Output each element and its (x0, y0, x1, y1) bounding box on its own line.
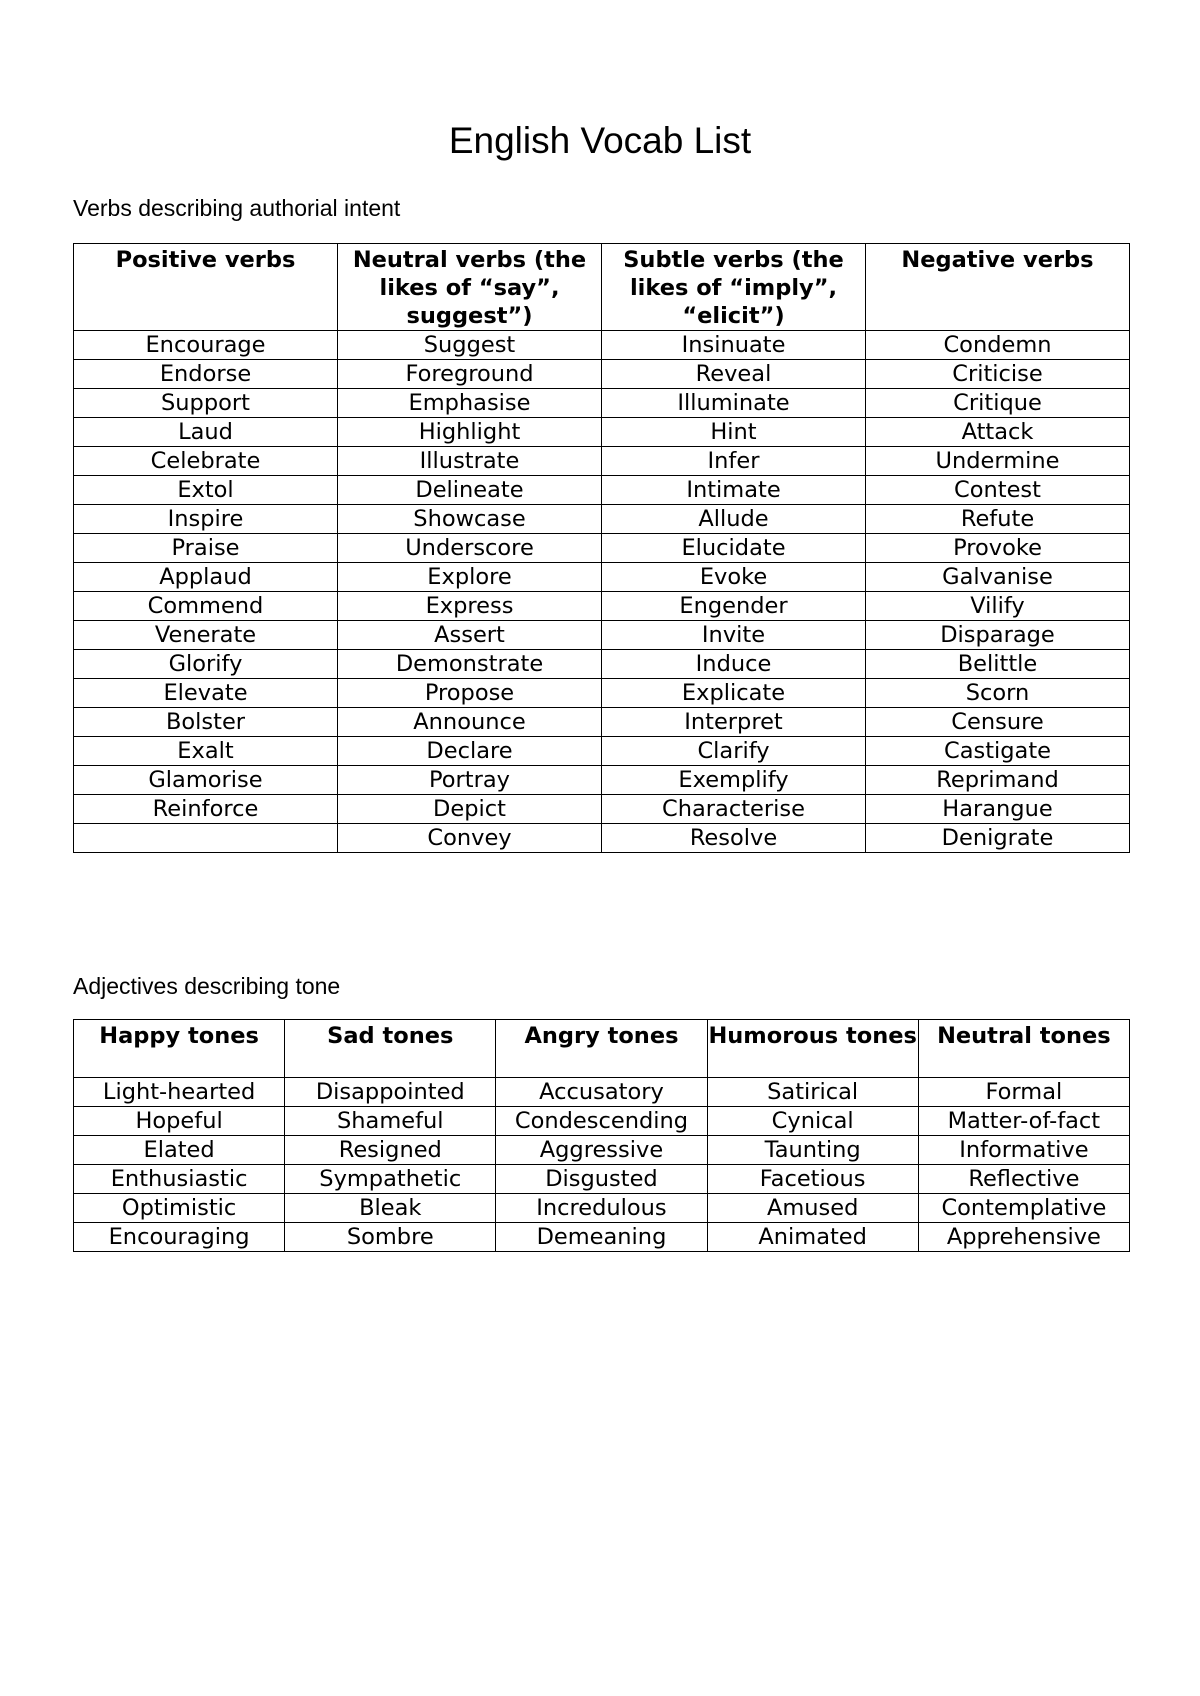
column-header: Sad tones (285, 1020, 496, 1078)
table-cell: Light-hearted (74, 1078, 285, 1107)
table-cell: Assert (338, 621, 602, 650)
table-cell: Glorify (74, 650, 338, 679)
table-cell: Elucidate (602, 534, 866, 563)
table-row (74, 679, 1130, 708)
table-cell: Convey (338, 824, 602, 853)
table-cell: Satirical (707, 1078, 918, 1107)
table-cell: Condescending (496, 1107, 707, 1136)
table-cell: Undermine (866, 447, 1130, 476)
table-cell: Hint (602, 418, 866, 447)
table-cell: Accusatory (496, 1078, 707, 1107)
table-cell: Censure (866, 708, 1130, 737)
table-row (74, 1136, 1130, 1165)
column-header: Negative verbs (866, 244, 1130, 331)
table-cell: Delineate (338, 476, 602, 505)
column-header: Neutral verbs (the likes of “say”, suggest”) (338, 244, 602, 331)
table-cell: Condemn (866, 331, 1130, 360)
table-cell: Underscore (338, 534, 602, 563)
table-cell: Exalt (74, 737, 338, 766)
table-cell: Hopeful (74, 1107, 285, 1136)
table-cell: Evoke (602, 563, 866, 592)
table-cell: Emphasise (338, 389, 602, 418)
table-cell: Taunting (707, 1136, 918, 1165)
table-cell: Formal (918, 1078, 1129, 1107)
table-row (74, 331, 1130, 360)
table-cell: Contest (866, 476, 1130, 505)
table-cell: Sombre (285, 1223, 496, 1252)
table-row (74, 1078, 1130, 1107)
table-row (74, 795, 1130, 824)
table-cell: Suggest (338, 331, 602, 360)
table-cell: Aggressive (496, 1136, 707, 1165)
table-cell: Showcase (338, 505, 602, 534)
column-header: Positive verbs (74, 244, 338, 331)
table-cell: Elevate (74, 679, 338, 708)
table-cell: Criticise (866, 360, 1130, 389)
table-cell: Bolster (74, 708, 338, 737)
table-cell: Support (74, 389, 338, 418)
table-cell: Encouraging (74, 1223, 285, 1252)
table-row (74, 592, 1130, 621)
table-row (74, 360, 1130, 389)
table-cell: Explicate (602, 679, 866, 708)
table-row (74, 621, 1130, 650)
table-cell: Inspire (74, 505, 338, 534)
table-cell: Glamorise (74, 766, 338, 795)
table-row (74, 737, 1130, 766)
tones-table (73, 1019, 1130, 1252)
table-cell: Galvanise (866, 563, 1130, 592)
table-row (74, 418, 1130, 447)
page-title: English Vocab List (448, 120, 752, 161)
table-cell: Clarify (602, 737, 866, 766)
table-cell: Refute (866, 505, 1130, 534)
table-cell: Facetious (707, 1165, 918, 1194)
table-cell: Cynical (707, 1107, 918, 1136)
table-cell: Critique (866, 389, 1130, 418)
verbs-table (73, 243, 1130, 853)
table-cell: Highlight (338, 418, 602, 447)
table-cell: Provoke (866, 534, 1130, 563)
table-cell: Illustrate (338, 447, 602, 476)
table-cell: Incredulous (496, 1194, 707, 1223)
table-row (74, 650, 1130, 679)
table-row (74, 505, 1130, 534)
table-row (74, 1223, 1130, 1252)
table-cell: Propose (338, 679, 602, 708)
table-cell: Elated (74, 1136, 285, 1165)
table-cell: Praise (74, 534, 338, 563)
table-cell: Reprimand (866, 766, 1130, 795)
table-cell: Harangue (866, 795, 1130, 824)
table-cell: Engender (602, 592, 866, 621)
table-row (74, 708, 1130, 737)
table-cell: Informative (918, 1136, 1129, 1165)
table-cell: Express (338, 592, 602, 621)
table-row (74, 1165, 1130, 1194)
table-cell: Denigrate (866, 824, 1130, 853)
table-cell: Depict (338, 795, 602, 824)
column-header: Neutral tones (918, 1020, 1129, 1078)
table-cell: Bleak (285, 1194, 496, 1223)
table-cell: Laud (74, 418, 338, 447)
column-header: Happy tones (74, 1020, 285, 1078)
table-cell: Optimistic (74, 1194, 285, 1223)
table-cell: Enthusiastic (74, 1165, 285, 1194)
table-cell: Disappointed (285, 1078, 496, 1107)
table-cell: Amused (707, 1194, 918, 1223)
column-header: Humorous tones (707, 1020, 918, 1078)
table-cell: Animated (707, 1223, 918, 1252)
table-cell: Celebrate (74, 447, 338, 476)
table-row (74, 563, 1130, 592)
table-cell: Belittle (866, 650, 1130, 679)
table-row (74, 1194, 1130, 1223)
table-cell: Extol (74, 476, 338, 505)
table-cell: Resigned (285, 1136, 496, 1165)
table-row (74, 824, 1130, 853)
table-cell: Castigate (866, 737, 1130, 766)
table-cell: Allude (602, 505, 866, 534)
table-row (74, 534, 1130, 563)
table-header-row (74, 1020, 1130, 1078)
column-header: Angry tones (496, 1020, 707, 1078)
table-cell: Disparage (866, 621, 1130, 650)
table-cell: Reinforce (74, 795, 338, 824)
table-cell: Applaud (74, 563, 338, 592)
table-cell: Insinuate (602, 331, 866, 360)
table-row (74, 389, 1130, 418)
verbs-section-heading: Verbs describing authorial intent (73, 195, 401, 221)
table-row (74, 766, 1130, 795)
table-cell: Demeaning (496, 1223, 707, 1252)
table-cell: Vilify (866, 592, 1130, 621)
table-cell: Disgusted (496, 1165, 707, 1194)
table-cell: Commend (74, 592, 338, 621)
table-cell: Exemplify (602, 766, 866, 795)
table-cell: Invite (602, 621, 866, 650)
table-cell: Interpret (602, 708, 866, 737)
table-cell: Reveal (602, 360, 866, 389)
table-row (74, 447, 1130, 476)
table-cell: Sympathetic (285, 1165, 496, 1194)
table-cell: Characterise (602, 795, 866, 824)
table-cell: Portray (338, 766, 602, 795)
table-cell: Demonstrate (338, 650, 602, 679)
table-cell: Induce (602, 650, 866, 679)
table-cell: Reflective (918, 1165, 1129, 1194)
table-cell: Intimate (602, 476, 866, 505)
table-cell (74, 824, 338, 853)
table-cell: Endorse (74, 360, 338, 389)
table-cell: Resolve (602, 824, 866, 853)
tones-section-heading: Adjectives describing tone (73, 973, 341, 999)
table-cell: Attack (866, 418, 1130, 447)
column-header: Subtle verbs (the likes of “imply”, “elicit”) (602, 244, 866, 331)
table-cell: Foreground (338, 360, 602, 389)
table-cell: Venerate (74, 621, 338, 650)
table-row (74, 476, 1130, 505)
table-cell: Infer (602, 447, 866, 476)
table-cell: Apprehensive (918, 1223, 1129, 1252)
table-row (74, 1107, 1130, 1136)
table-cell: Matter-of-fact (918, 1107, 1129, 1136)
table-header-row (74, 244, 1130, 331)
table-cell: Declare (338, 737, 602, 766)
table-cell: Scorn (866, 679, 1130, 708)
table-cell: Encourage (74, 331, 338, 360)
table-cell: Announce (338, 708, 602, 737)
table-cell: Contemplative (918, 1194, 1129, 1223)
table-cell: Shameful (285, 1107, 496, 1136)
table-cell: Explore (338, 563, 602, 592)
table-cell: Illuminate (602, 389, 866, 418)
